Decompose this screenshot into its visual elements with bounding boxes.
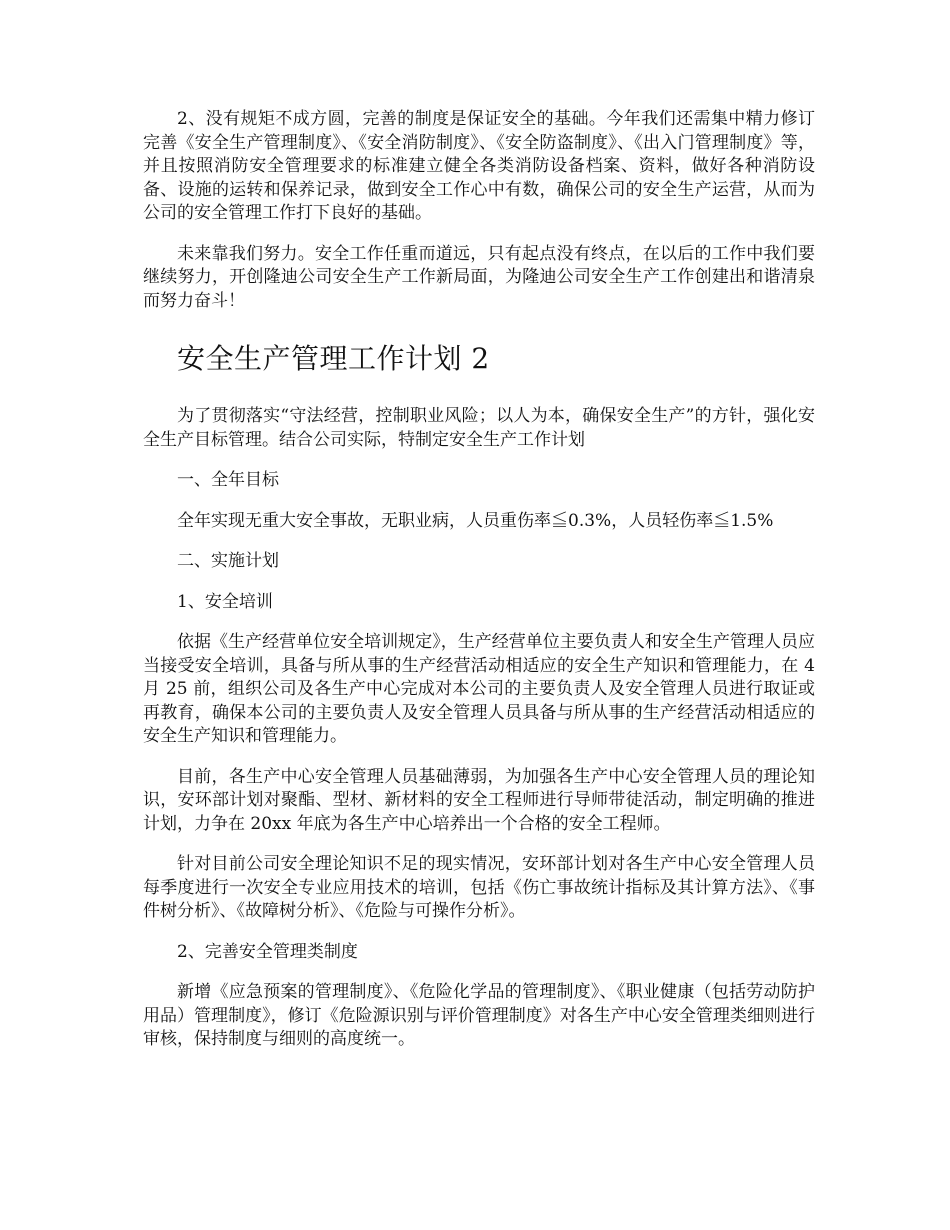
paragraph-training-regulation: 依据《生产经营单位安全培训规定》，生产经营单位主要负责人和安全生产管理人员应当接受安全培训，具备与所从事的生产经营活动相适应的安全生产知识和管理能力，在 4 月 25 前，组织公司及各生产中心完成对本公司的主要负责人及安全管理人员进行取证或再教育，确保本公司的主要负责人及安全管理人员具备与所从事的生产经营活动相适应的安全生产知识和管理能力。 xyxy=(143,632,815,746)
annual-goal-text: 全年实现无重大安全事故，无职业病，人员重伤率≦0.3%，人员轻伤率≦1.5% xyxy=(177,510,774,531)
paragraph-future: 未来靠我们努力。安全工作任重而道远，只有起点没有终点，在以后的工作中我们要继续努力，开创隆迪公司安全生产工作新局面，为隆迪公司安全生产工作创建出和谐清泉而努力奋斗！ xyxy=(143,243,815,311)
paragraph-training-mentoring: 目前，各生产中心安全管理人员基础薄弱，为加强各生产中心安全管理人员的理论知识，安环部计划对聚酯、型材、新材料的安全工程师进行导师带徒活动，制定明确的推进计划，力争在 20xx 年底为各生产中心培养出一个合格的安全工程师。 xyxy=(143,766,815,834)
training-title: 1、安全培训 xyxy=(177,591,273,612)
paragraph-regulations: 2、没有规矩不成方圆，完善的制度是保证安全的基础。今年我们还需集中精力修订完善《安全生产管理制度》、《安全消防制度》、《安全防盗制度》、《出入门管理制度》等，并且按照消防安全管理要求的标准建立健全各类消防设备档案、资料，做好各种消防设备、设施的运转和保养记录，做到安全工作心中有数，确保公司的安全生产运营，从而为公司的安全管理工作打下良好的基础。 xyxy=(143,109,815,223)
paragraph-intro: 为了贯彻落实“守法经营，控制职业风险；以人为本，确保安全生产”的方针，强化安全生产目标管理。结合公司实际，特制定安全生产工作计划 xyxy=(143,406,815,450)
paragraph-management-rules: 新增《应急预案的管理制度》、《危险化学品的管理制度》、《职业健康（包括劳动防护用品）管理制度》，修订《危险源识别与评价管理制度》对各生产中心安全管理类细则进行审核，保持制度与细则的高度统一。 xyxy=(143,982,815,1049)
document-page xyxy=(143,108,815,1052)
management-rules-title: 2、完善安全管理类制度 xyxy=(177,941,358,962)
implementation-plan-title: 二、实施计划 xyxy=(177,551,279,571)
section-heading: 安全生产管理工作计划 2 xyxy=(177,342,490,375)
paragraph-training-quarterly: 针对目前公司安全理论知识不足的现实情况，安环部计划对各生产中心安全管理人员每季度进行一次安全专业应用技术的培训，包括《伤亡事故统计指标及其计算方法》、《事件树分析》、《故障树分析》、《危险与可操作分析》。 xyxy=(143,854,815,921)
annual-goal-title: 一、全年目标 xyxy=(177,470,279,490)
